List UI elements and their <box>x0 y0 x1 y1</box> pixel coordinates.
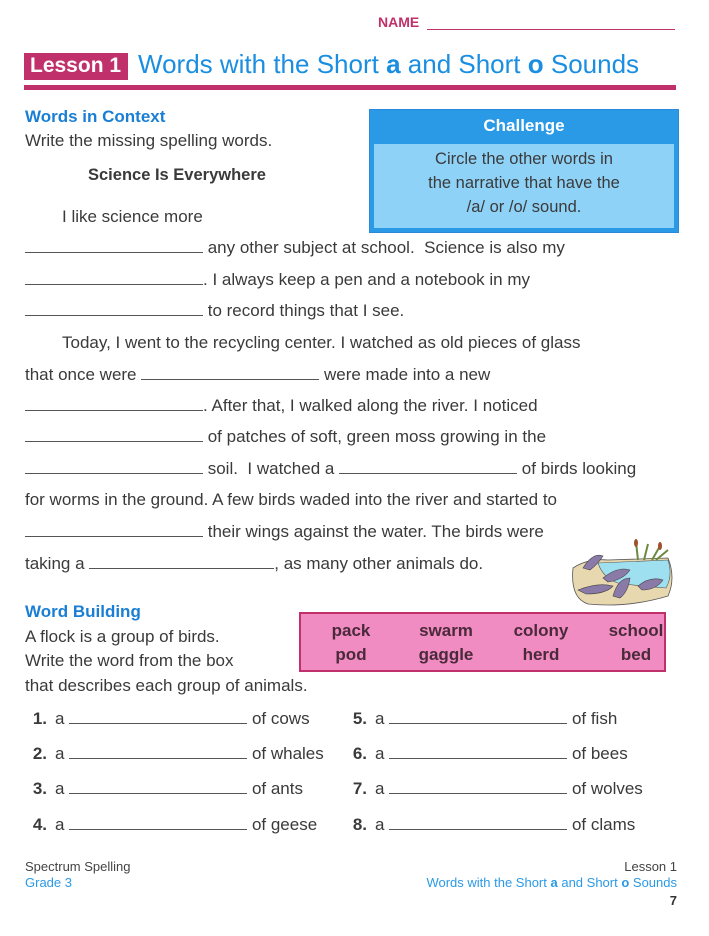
narrative-text: their wings against the water. The birds were <box>203 522 544 541</box>
item-number: 4. <box>32 815 47 834</box>
word-building-item <box>25 744 324 764</box>
narrative-text: were made into a new <box>319 365 491 384</box>
footer-title <box>426 875 677 890</box>
word-box-word: school <box>608 621 664 640</box>
narrative-text: to record things that I see. <box>203 301 405 320</box>
footer-lesson: Lesson 1 <box>624 859 677 874</box>
narrative-line <box>25 490 557 510</box>
challenge-line: the narrative that have the <box>428 174 620 192</box>
lesson-title <box>138 49 639 80</box>
item-suffix: of fish <box>571 709 618 728</box>
footer-book: Spectrum Spelling <box>25 859 131 874</box>
item-number: 6. <box>352 744 367 763</box>
answer-blank[interactable] <box>69 744 247 759</box>
word-building-item <box>345 709 617 729</box>
item-suffix: of clams <box>571 815 636 834</box>
word-box-word: pack <box>331 621 371 640</box>
context-instruction: Write the missing spelling words. <box>25 131 273 150</box>
narrative-text: any other subject at school. Science is also my <box>203 238 565 257</box>
header-rule <box>24 85 676 90</box>
narrative-line <box>25 522 544 542</box>
answer-blank[interactable] <box>69 815 247 830</box>
narrative-line <box>25 427 546 447</box>
answer-blank[interactable] <box>25 270 203 285</box>
item-suffix: of whales <box>251 744 324 763</box>
item-number: 7. <box>352 779 367 798</box>
footer-title-text: Sounds <box>629 875 677 890</box>
answer-blank[interactable] <box>339 459 517 474</box>
title-text: Words with the Short <box>138 49 387 79</box>
answer-blank[interactable] <box>389 779 567 794</box>
item-article: a <box>375 744 385 763</box>
word-box-word: pod <box>335 645 367 664</box>
answer-blank[interactable] <box>89 554 274 569</box>
item-article: a <box>55 744 65 763</box>
item-article: a <box>55 779 65 798</box>
item-article: a <box>375 709 385 728</box>
answer-blank[interactable] <box>25 427 203 442</box>
narrative-text: for worms in the ground. A few birds waded into the river and started to <box>25 490 558 509</box>
name-label: NAME <box>378 14 420 30</box>
title-letter-o: o <box>527 49 544 79</box>
birds-illustration <box>568 538 678 610</box>
narrative-line <box>25 301 404 321</box>
answer-blank[interactable] <box>25 522 203 537</box>
challenge-heading: Challenge <box>483 116 565 135</box>
challenge-body <box>374 144 674 228</box>
item-suffix: of geese <box>251 815 318 834</box>
narrative-line <box>25 554 483 574</box>
word-box-word: swarm <box>419 621 473 640</box>
answer-blank[interactable] <box>389 744 567 759</box>
answer-blank[interactable] <box>25 238 203 253</box>
narrative-text: that once were <box>25 365 142 384</box>
footer-letter-o: o <box>621 875 630 890</box>
narrative-text: Today, I went to the recycling center. I watched as old pieces of glass <box>62 333 581 352</box>
narrative-text: of patches of soft, green moss growing in the <box>203 427 547 446</box>
word-building-item <box>25 709 310 729</box>
narrative-line <box>25 365 490 385</box>
narrative-text: . After that, I walked along the river. I noticed <box>203 396 538 415</box>
item-number: 3. <box>32 779 47 798</box>
challenge-line: Circle the other words in <box>435 150 613 168</box>
narrative-line <box>25 396 538 416</box>
narrative-line <box>25 238 565 258</box>
lesson-badge: Lesson 1 <box>24 53 128 80</box>
footer-letter-a: a <box>550 875 558 890</box>
item-article: a <box>375 815 385 834</box>
wb-instruction: that describes each group of animals. <box>25 676 308 695</box>
answer-blank[interactable] <box>25 459 203 474</box>
title-letter-a: a <box>386 49 401 79</box>
page-number: 7 <box>669 893 677 908</box>
answer-blank[interactable] <box>69 779 247 794</box>
challenge-line: /a/ or /o/ sound. <box>466 198 582 216</box>
word-building-item <box>25 815 317 835</box>
word-box-word: bed <box>620 645 652 664</box>
item-suffix: of cows <box>251 709 310 728</box>
item-number: 8. <box>352 815 367 834</box>
item-suffix: of ants <box>251 779 303 798</box>
item-article: a <box>55 709 65 728</box>
item-suffix: of bees <box>571 744 628 763</box>
answer-blank[interactable] <box>69 709 247 724</box>
narrative-line <box>62 333 580 353</box>
answer-blank[interactable] <box>25 396 203 411</box>
item-suffix: of wolves <box>571 779 643 798</box>
answer-blank[interactable] <box>141 365 319 380</box>
title-text: Sounds <box>543 49 640 79</box>
narrative-line <box>25 459 636 479</box>
story-title: Science Is Everywhere <box>88 166 266 184</box>
footer-title-text: Words with the Short <box>426 875 551 890</box>
word-box-word: herd <box>522 645 560 664</box>
word-building-item <box>345 779 643 799</box>
answer-blank[interactable] <box>389 709 567 724</box>
narrative-text: , as many other animals do. <box>274 554 484 573</box>
item-number: 2. <box>32 744 47 763</box>
item-article: a <box>55 815 65 834</box>
narrative-text: . I always keep a pen and a notebook in my <box>203 270 530 289</box>
challenge-box <box>369 109 679 233</box>
footer-grade: Grade 3 <box>25 875 72 890</box>
narrative-text: taking a <box>25 554 90 573</box>
word-box-word: gaggle <box>418 645 474 664</box>
word-box <box>299 612 666 672</box>
item-article: a <box>375 779 385 798</box>
wb-instruction: A flock is a group of birds. <box>25 627 220 646</box>
name-field-line[interactable] <box>427 29 675 30</box>
word-building-heading: Word Building <box>25 602 141 621</box>
narrative-text: of birds looking <box>517 459 637 478</box>
narrative-text: soil. I watched a <box>203 459 340 478</box>
word-building-item <box>25 779 303 799</box>
answer-blank[interactable] <box>25 301 203 316</box>
answer-blank[interactable] <box>389 815 567 830</box>
footer-title-text: and Short <box>557 875 622 890</box>
word-box-word: colony <box>513 621 569 640</box>
item-number: 5. <box>352 709 367 728</box>
narrative-line <box>62 207 203 227</box>
wb-instruction: Write the word from the box <box>25 651 234 670</box>
narrative-line <box>25 270 530 290</box>
narrative-text: I like science more <box>62 207 203 226</box>
item-number: 1. <box>32 709 47 728</box>
word-building-item <box>345 815 635 835</box>
title-text: and Short <box>400 49 528 79</box>
word-building-item <box>345 744 628 764</box>
words-in-context-heading: Words in Context <box>25 107 166 126</box>
